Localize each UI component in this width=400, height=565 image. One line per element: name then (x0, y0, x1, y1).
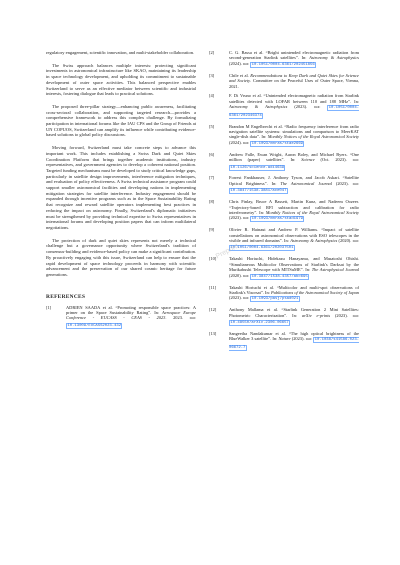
reference-text: C. G. Bassa et al. “Bright unintended electromagnetic radiation from second-generation Starlink satellites”. In: (229, 50, 359, 61)
reference-text: Chris Finlay, Bruce A Bassett, Martin Kunz, and Nadeem Oozeer. “Trajectory-based RFI subtraction and calibration for radio interferometry”. In: (229, 199, 359, 215)
reference-venue: Nature (278, 336, 291, 342)
reference-text: Andrew Falle, Ewan Wright, Aaron Boley, and Michael Byers. “One million (paper) satellites”. In: (229, 151, 359, 163)
reference-venue: Astronomy & Astrophysics (290, 238, 338, 244)
reference-venue: Monthly Notices of the Royal Astronomical Society (267, 134, 359, 140)
reference-item: [4] F. Di Vruno et al. “Unintended electromagnetic radiation from Starlink satellites detected with LOFAR between 110 and 188 MHz”. In: Astronomy & Astrophysics (2023). doi: 10.1051/0004-6361/202346374 (209, 93, 360, 118)
reference-number: [12] (209, 307, 217, 313)
watermark-text: Preprint (214, 242, 240, 261)
reference-tail: (2020). (337, 238, 353, 244)
reference-number: [1] (46, 304, 52, 310)
reference-venue: Science (301, 157, 315, 163)
doi-link[interactable]: 10.1093/pasj/psad021 (251, 297, 299, 302)
reference-tail: (2023). (330, 312, 353, 318)
doi-link[interactable]: 10.1038/s41586-023-06672-7 (229, 338, 359, 350)
reference-item: [10] Takashi Horiuchi, Hidekazu Hanayama, and Masatoshi Ohishi. “Simultaneous Multicolor Observations of Starlink's Darksat by the Murikabushi Telescope with MITSuME”. In: The Astrophysical Journal (2020). doi: 10.3847/1538-4357/abc695 (209, 256, 360, 279)
reference-venue: Publications of the Astronomical Society of Japan (271, 289, 359, 295)
doi-link[interactable]: 10.1051/0004-6361/202037501 (230, 246, 294, 251)
reference-number: [6] (209, 151, 215, 157)
reference-tail: . 2023. (165, 315, 190, 321)
reference-item: [11] Takashi Horiuchi et al. “Multicolor and multi-spot observations of Starlink's Visorsat”. In: Publications of the Astronomical Society of Japan (2023). doi: 10.1093/pasj/psad021 (209, 284, 359, 302)
reference-venue: Monthly Notices of the Royal Astronomical Society (265, 209, 359, 215)
reference-text: F. Di Vruno et al. “Unintended electromagnetic radiation from Starlink satellites detected with LOFAR between 110 and 188 MHz”. In: (229, 93, 359, 104)
reference-item: [12] Anthony Mallama et al. “Starlink Generation 2 Mini Satellites: Photometric Characterization”. In: arXiv e-prints (2023). doi: 10.48550/arXiv.2306.06657 (209, 307, 359, 326)
doi-link[interactable]: 10.1093/mnras/stad1979 (251, 217, 304, 222)
paragraph: The proposed three-pillar strategy—enhancing public awareness, facilitating cross-sectoral collaboration, and supporting targeted research—provides a comprehensive framework to address this complex challenge. By formalizing participation in international forums like the IAU CPS and the Group of Friends at UN COPUOS, Switzerland can amplify its influence while contributing evidence-based solutions to global policy discussions. (46, 103, 196, 138)
reference-number: [5] (209, 123, 215, 129)
reference-venue: Aerospace Europe Conference - EUCASS - CEAS - 2023 (66, 310, 197, 321)
paragraph: The Swiss approach balances multiple interests: protecting significant investments in astronomical infrastructure like SKAO, maintaining its leadership in space technology development, and upholding its commitment to sustainable development of outer space activities. This balanced perspective enables Switzerland to serve as an effective mediator between scientific and industrial interests, fostering dialogue that leads to practical solutions. (46, 62, 196, 97)
reference-number: [8] (209, 199, 215, 205)
reference-tail: (2024). (229, 139, 243, 145)
doi-link[interactable]: 10.3847/1538-3881/ace047 (230, 189, 287, 194)
reference-text: Olivier R. Hainaut and Andrew P. Williams. “Impact of satellite constellations on astronomical observations with ESO telescopes in the visible and infrared domains”. In: (229, 227, 359, 244)
reference-number: [7] (209, 175, 215, 181)
reference-tail: (2023). (287, 104, 315, 110)
reference-tail: (2024). (229, 60, 243, 66)
reference-number: [13] (209, 330, 217, 336)
right-column (209, 50, 359, 356)
doi-link[interactable]: 10.3847/1538-4357/abc695 (251, 274, 308, 279)
doi-link[interactable]: 10.1093/mnras/stae2669 (251, 141, 304, 146)
reference-text: ADRIEN SAADA et al. “Promoting responsible space practices: A primer on the Space Sustainability Rating”. In: (66, 304, 196, 316)
paragraph: regulatory engagement, scientific innovation, and multi-stakeholder collaboration. (46, 50, 195, 55)
reference-text: Takashi Horiuchi, Hidekazu Hanayama, and Masatoshi Ohishi. “Simultaneous Multicolor Observations of Starlink's Darksat by the Murikabushi Telescope with MITSuME”. In: (229, 256, 359, 273)
reference-item: [1] ADRIEN SAADA et al. “Promoting responsible space practices: A primer on the Space Sustainability Rating”. In: Aerospace Europe Conference - EUCASS - CEAS - 2023. 2023. doi: 10.13009/EUCASS2023-432 (46, 304, 197, 328)
reference-tail: (2023). (331, 180, 353, 186)
reference-number: [4] (209, 93, 215, 99)
reference-text: Brandon M Engelbrecht et al. “Radio frequency interference from radio navigation satellite systems: simulations and comparison to MeerKAT single-dish data”. In: (229, 123, 359, 140)
reference-tail: (2020). (229, 272, 243, 278)
reference-venue: Astronomy & Astrophysics (309, 55, 359, 61)
reference-number: [3] (209, 72, 215, 78)
reference-venue: Recommendations to Keep Dark and Quiet Skies for Science and Society (229, 72, 359, 84)
reference-tail: . Committee on the Peaceful Uses of Outer Space, Vienna, 2021. (229, 78, 359, 89)
reference-number: [11] (209, 284, 217, 290)
reference-tail: (2023). (229, 215, 243, 221)
reference-number: [2] (209, 50, 215, 55)
doi-link[interactable]: 10.1126/science.adi4639 (230, 165, 285, 170)
reference-venue: Astronomy & Astrophysics (229, 104, 288, 110)
reference-tail: (2023). (229, 295, 243, 301)
reference-venue: arXiv e-prints (301, 312, 331, 318)
reference-item: [8] Chris Finlay, Bruce A Bassett, Martin Kunz, and Nadeem Oozeer. “Trajectory-based RFI subtraction and calibration for radio interferometry”. In: Monthly Notices of the Royal Astronomical Society (2023). doi: 10.1093/mnras/stad1979 (209, 199, 359, 222)
reference-text: Forrest Fankhauser, J. Anthony Tyson, and Jacob Askari. “Satellite Optical Brightness”. In: (229, 175, 359, 186)
reference-item: [6] Andrew Falle, Ewan Wright, Aaron Boley, and Michael Byers. “One million (paper) satellites”. In: Science (Oct. 2023). doi: 10.1126/science.adi4639 (209, 151, 359, 170)
paragraph: Moving forward, Switzerland must take concrete steps to advance this important work. This includes establishing a Swiss Dark and Quiet Skies Coordination Platform that brings together academic institutions, industry representatives, and government agencies to develop a coherent national position. Targeted funding mechanisms must be developed to study critical knowledge gaps, particularly in satellite design improvements, interference mitigation techniques, and evaluation of policy effectiveness. A Swiss technical assistance program could support smaller astronomical facilities and developing nations in implementing mitigation strategies for satellite interference. Industry engagement should be expanded through incentive programs such as in the Space Sustainability Rating that recognize and reward satellite operators implementing best practices in reducing the impact on astronomy. Finally, Switzerland's diplomatic initiatives must be strengthened by providing technical expertise to Swiss representatives in international forums and developing position papers that can inform multilateral negotiations. (46, 145, 196, 230)
left-column (46, 50, 196, 334)
doi-link[interactable]: 10.1051/0004-6361/202346374 (229, 106, 360, 118)
reference-tail: (2023). (290, 336, 306, 342)
doi-link[interactable]: 10.48550/arXiv.2306.06657 (230, 321, 289, 326)
reference-number: [10] (209, 256, 217, 262)
reference-item: [9] Olivier R. Hainaut and Andrew P. Williams. “Impact of satellite constellations on astronomical observations with ESO telescopes in the visible and infrared domains”. In: Astronomy & Astrophysics (2020). doi: 10.1051/0004-6361/202037501 (209, 227, 360, 251)
paragraph: The protection of dark and quiet skies represents not merely a technical challenge but a governance opportunity where Switzerland's tradition of consensus-building and evidence-based policy can make a significant contribution. By proactively engaging with this issue, Switzerland can help to ensure that the rapid development of space technology proceeds in harmony with scientific advancement and the preservation of our shared cosmic heritage for future generations. (46, 237, 196, 277)
references-heading: REFERENCES (46, 293, 86, 300)
doi-link[interactable]: 10.13009/EUCASS2023-432 (67, 323, 122, 328)
reference-item: [2] C. G. Bassa et al. “Bright unintended electromagnetic radiation from second-generation Starlink satellites”. In: Astronomy & Astrophysics (2024). doi: 10.1051/0004-6361/202451856 (209, 50, 359, 67)
doi-link[interactable]: 10.1051/0004-6361/202451856 (251, 62, 315, 67)
reference-item: [13] Sangeetha Nandakumar et al. “The high optical brightness of the BlueWalker 3 satellite”. In: Nature (2023). doi: 10.1038/s41586-023-06672-7 (209, 330, 359, 350)
reference-number: [9] (209, 227, 215, 233)
reference-item: [5] Brandon M Engelbrecht et al. “Radio frequency interference from radio navigation satellite systems: simulations and comparison to MeerKAT single-dish data”. In: Monthly Notices of the Royal Astronomical Society (2024). doi: 10.1093/mnras/stae2669 (209, 123, 359, 146)
reference-text: Sangeetha Nandakumar et al. “The high optical brightness of the BlueWalker 3 satellite”. In: (229, 330, 359, 342)
reference-text: Chile et al. (229, 72, 251, 78)
reference-text: Anthony Mallama et al. “Starlink Generation 2 Mini Satellites: Photometric Characterization”. In: (229, 307, 359, 318)
reference-text: Takashi Horiuchi et al. “Multicolor and multi-spot observations of Starlink's Visorsat”. In: (229, 284, 359, 295)
reference-venue: The Astronomical Journal (280, 180, 332, 186)
reference-tail: (Oct. 2023). (314, 157, 353, 163)
reference-venue: The Astrophysical Journal (311, 267, 360, 273)
reference-item: [7] Forrest Fankhauser, J. Anthony Tyson, and Jacob Askari. “Satellite Optical Brightness”. In: The Astronomical Journal (2023). doi: 10.3847/1538-3881/ace047 (209, 175, 360, 194)
reference-item (209, 73, 359, 89)
